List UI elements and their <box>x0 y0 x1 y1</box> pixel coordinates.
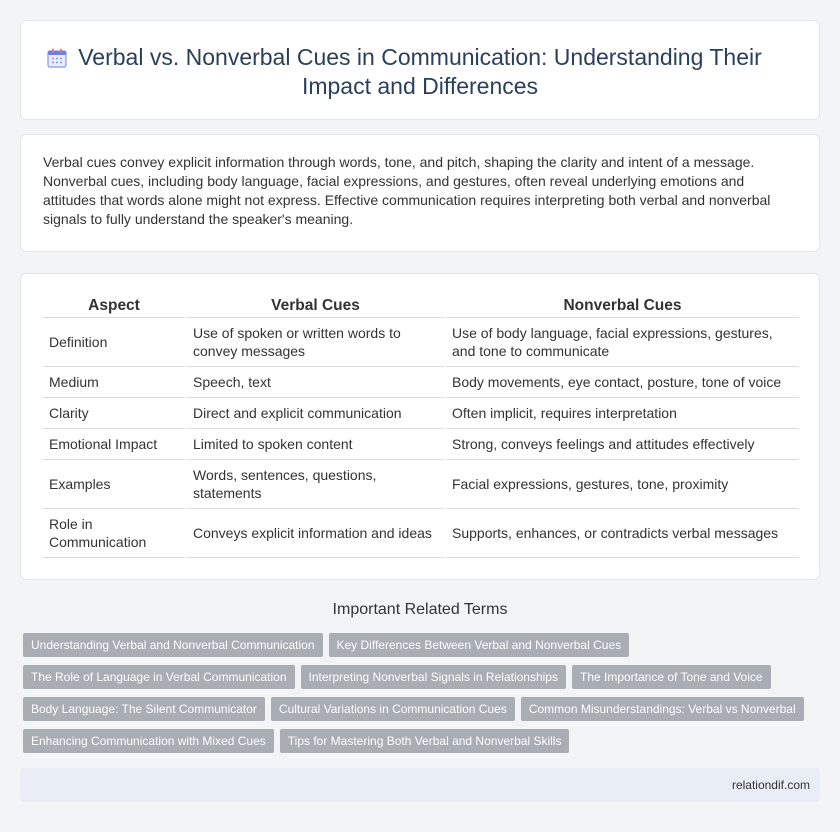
comparison-table <box>43 294 799 558</box>
row-nonverbal: Often implicit, requires interpretation <box>445 398 799 429</box>
related-terms-tags <box>23 633 823 753</box>
row-aspect: Examples <box>43 460 186 509</box>
intro-paragraph: Verbal cues convey explicit information through words, tone, and pitch, shaping the clarity and intent of a message. Nonverbal cues, including body language, facial expressions, and gestures, often reveal underlying emotions and attitudes that words alone might not express. Effective communication requires interpreting both verbal and nonverbal signals to fully understand the speaker's meaning. <box>43 154 771 227</box>
row-aspect: Clarity <box>43 398 186 429</box>
table-row <box>43 318 799 367</box>
related-term-tag[interactable]: Common Misunderstandings: Verbal vs Nonverbal <box>521 697 804 721</box>
intro-card <box>20 134 820 252</box>
related-term-tag[interactable]: The Role of Language in Verbal Communication <box>23 665 295 689</box>
row-nonverbal: Strong, conveys feelings and attitudes effectively <box>445 429 799 460</box>
table-header-row <box>43 294 799 318</box>
table-row <box>43 509 799 558</box>
row-nonverbal: Use of body language, facial expressions, gestures, and tone to communicate <box>445 318 799 367</box>
table-row <box>43 460 799 509</box>
footer <box>20 768 820 802</box>
table-row <box>43 398 799 429</box>
header-aspect: Aspect <box>43 294 186 318</box>
row-verbal: Use of spoken or written words to convey messages <box>186 318 445 367</box>
row-verbal: Limited to spoken content <box>186 429 445 460</box>
row-verbal: Direct and explicit communication <box>186 398 445 429</box>
row-verbal: Conveys explicit information and ideas <box>186 509 445 558</box>
related-term-tag[interactable]: The Importance of Tone and Voice <box>572 665 771 689</box>
related-term-tag[interactable]: Understanding Verbal and Nonverbal Communication <box>23 633 323 657</box>
related-term-tag[interactable]: Enhancing Communication with Mixed Cues <box>23 729 274 753</box>
row-nonverbal: Facial expressions, gestures, tone, proximity <box>445 460 799 509</box>
related-term-tag[interactable]: Interpreting Nonverbal Signals in Relationships <box>301 665 566 689</box>
row-verbal: Speech, text <box>186 367 445 398</box>
table-row <box>43 367 799 398</box>
row-aspect: Definition <box>43 318 186 367</box>
footer-site-link[interactable]: relationdif.com <box>731 778 810 792</box>
header-nonverbal-cues: Nonverbal Cues <box>445 294 799 318</box>
table-row <box>43 429 799 460</box>
header-verbal-cues: Verbal Cues <box>186 294 445 318</box>
related-term-tag[interactable]: Body Language: The Silent Communicator <box>23 697 265 721</box>
related-terms-heading: Important Related Terms <box>332 601 508 618</box>
related-term-tag[interactable]: Cultural Variations in Communication Cues <box>271 697 515 721</box>
row-aspect: Role in Communication <box>43 509 186 558</box>
comparison-table-card <box>20 273 820 580</box>
row-aspect: Medium <box>43 367 186 398</box>
header-card <box>20 20 820 120</box>
page-title: Verbal vs. Nonverbal Cues in Communication: Understanding Their Impact and Differences <box>78 44 762 99</box>
related-term-tag[interactable]: Key Differences Between Verbal and Nonverbal Cues <box>329 633 630 657</box>
row-nonverbal: Body movements, eye contact, posture, tone of voice <box>445 367 799 398</box>
related-term-tag[interactable]: Tips for Mastering Both Verbal and Nonverbal Skills <box>280 729 570 753</box>
row-nonverbal: Supports, enhances, or contradicts verbal messages <box>445 509 799 558</box>
row-aspect: Emotional Impact <box>43 429 186 460</box>
row-verbal: Words, sentences, questions, statements <box>186 460 445 509</box>
